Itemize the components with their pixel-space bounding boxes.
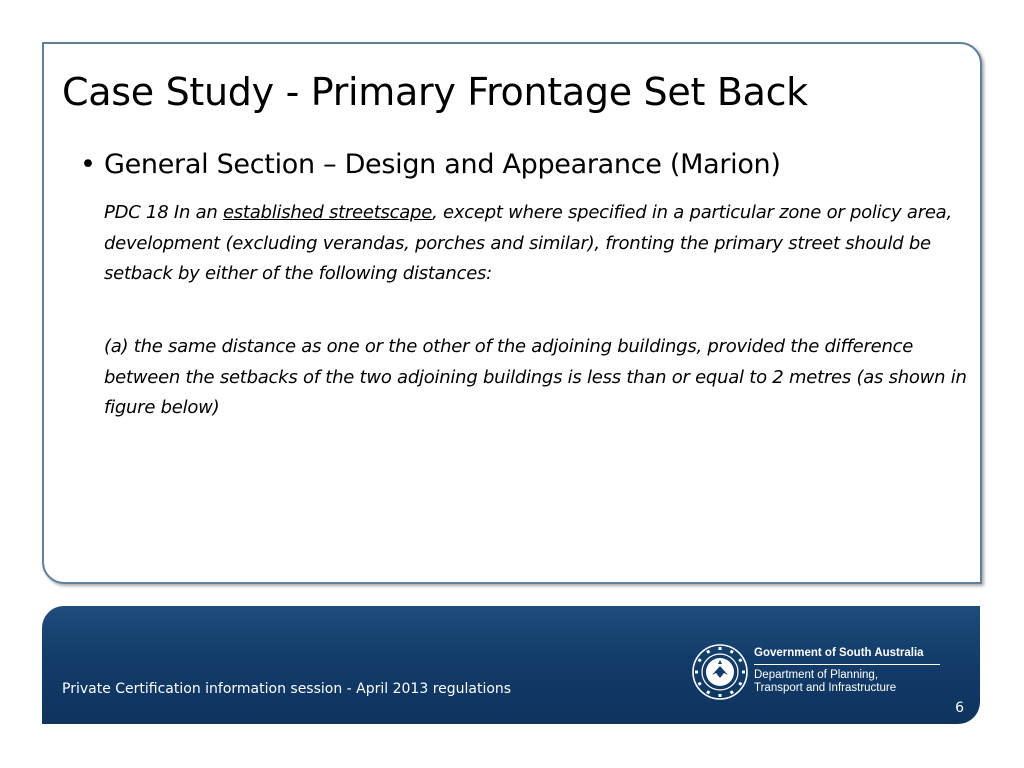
pdc18-paragraph: [104, 198, 974, 290]
pdc18-prefix: PDC 18 In an: [104, 202, 223, 223]
page-number: 6: [955, 700, 964, 716]
piping-shrike-emblem-icon: [690, 642, 750, 702]
session-footer-text: Private Certification information session - April 2013 regulations: [62, 681, 512, 697]
government-name: Government of South Australia: [754, 647, 924, 659]
bullet-marker: •: [80, 149, 96, 180]
clause-a-paragraph: (a) the same distance as one or the other of the adjoining buildings, provided the difference between the setbacks of the two adjoining buildings is less than or equal to 2 metres (as shown in figure below): [104, 336, 967, 418]
bullet-item: [80, 149, 781, 180]
government-divider: [754, 664, 940, 665]
content-panel: [42, 42, 982, 584]
established-streetscape-term: established streetscape: [222, 202, 433, 223]
footer-band: [42, 606, 980, 724]
slide-title: Case Study - Primary Frontage Set Back: [62, 70, 808, 114]
department-name-line-2: Transport and Infrastructure: [754, 682, 897, 694]
pdc18-suffix: , except where specified in a particular zone or policy area, development (excluding verandas, porches and similar), fronting the primary street should be setback by either of the following distances:: [104, 202, 952, 284]
department-name-line-1: Department of Planning,: [754, 669, 879, 681]
bullet-text: General Section – Design and Appearance (Marion): [104, 149, 781, 180]
